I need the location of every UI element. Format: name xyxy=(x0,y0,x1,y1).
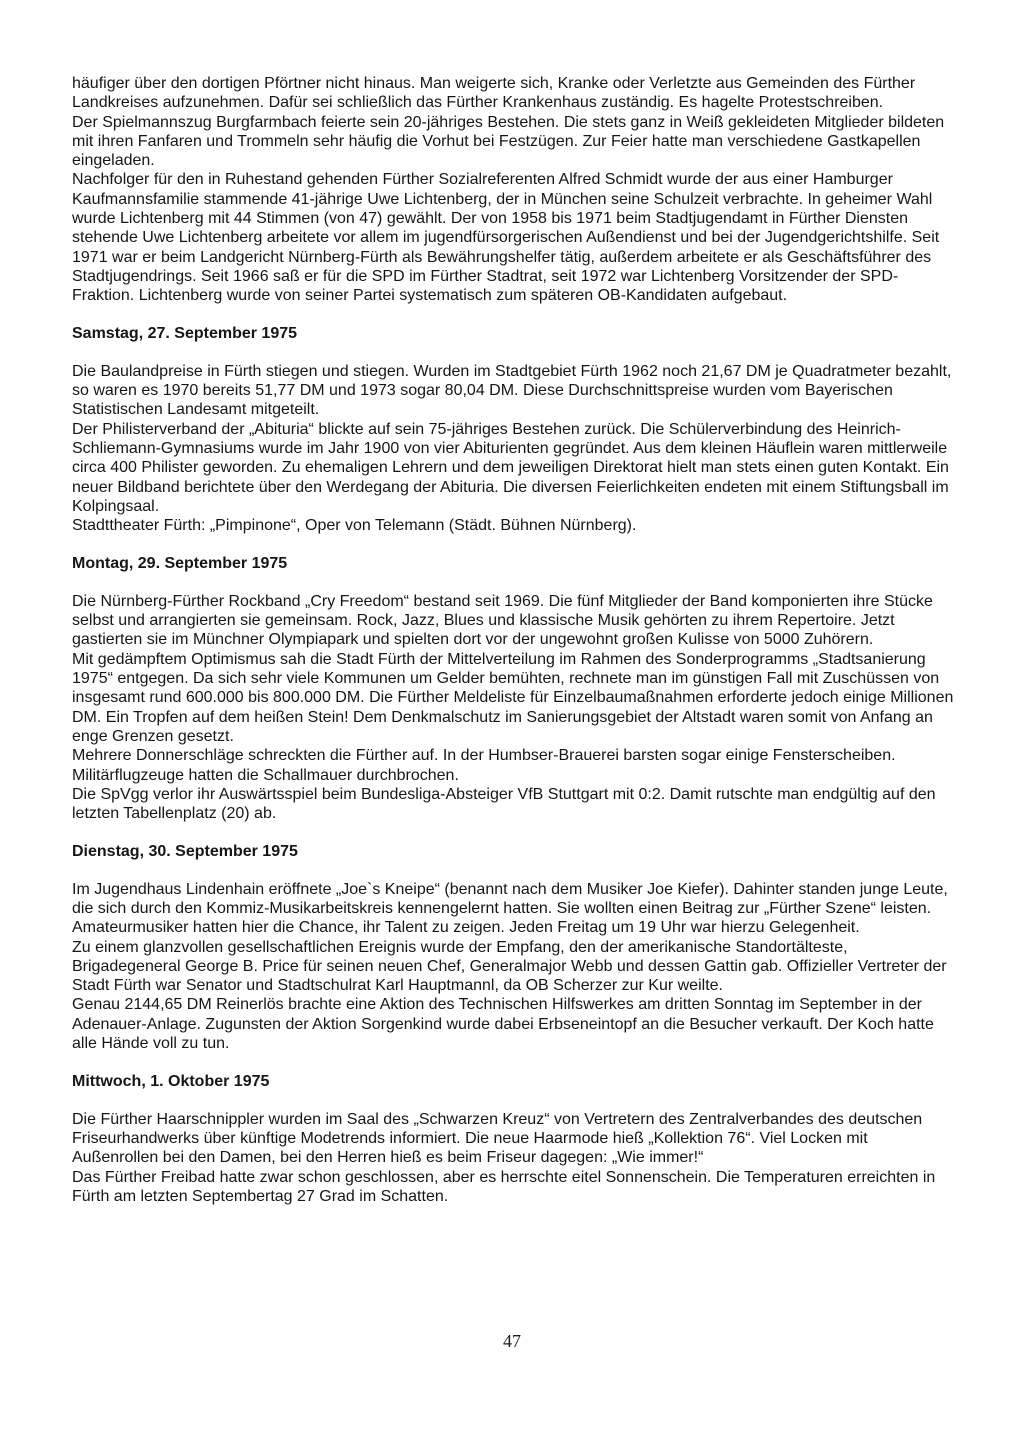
paragraph: Stadttheater Fürth: „Pimpinone“, Oper von Telemann (Städt. Bühnen Nürnberg). xyxy=(72,517,637,535)
paragraph: Der Philisterverband der „Abituria“ blickte auf sein 75-jähriges Bestehen zurück. Die Schülerverbindung des Heinrich-Schliemann-Gymnasiums wurde im Jahr 1900 von vier Abiturienten gegründet. Aus dem kleinen Häuflein waren mittlerweile circa 400 Philister geworden. Zu ehemaligen Lehrern und dem jeweiligen Direktorat hielt man stets einen guten Kontakt. Ein neuer Bildband berichtete über den Werdegang der Abituria. Die diversen Feierlichkeiten endeten mit einem Stiftungsball im Kolpingsaal. xyxy=(72,420,949,515)
page-content xyxy=(72,74,956,1206)
paragraph: Das Fürther Freibad hatte zwar schon geschlossen, aber es herrschte eitel Sonnenschein. Die Temperaturen erreichten in Fürth am letzten Septembertag 27 Grad im Schatten. xyxy=(72,1168,936,1205)
paragraph: häufiger über den dortigen Pförtner nicht hinaus. Man weigerte sich, Kranke oder Verletzte aus Gemeinden des Fürther Landkreises aufzunehmen. Dafür sei schließlich das Fürther Krankenhaus zuständig. Es hagelte Protestschreiben. xyxy=(72,75,916,112)
paragraph: Genau 2144,65 DM Reinerlös brachte eine Aktion des Technischen Hilfswerkes am dritten Sonntag im September in der Adenauer-Anlage. Zugunsten der Aktion Sorgenkind wurde dabei Erbseneintopf an die Besucher verkauft. Der Koch hatte alle Hände voll zu tun. xyxy=(72,996,934,1053)
section-heading: Dienstag, 30. September 1975 xyxy=(72,842,298,860)
paragraph: Die SpVgg verlor ihr Auswärtsspiel beim Bundesliga-Absteiger VfB Stuttgart mit 0:2. Damit rutschte man endgültig auf den letzten Tabellenplatz (20) ab. xyxy=(72,785,936,823)
paragraph: Der Spielmannszug Burgfarmbach feierte sein 20-jähriges Bestehen. Die stets ganz in Weiß gekleideten Mitglieder bildeten mit ihren Fanfaren und Trommeln sehr häufig die Vorhut bei Festzügen. Zur Feier hatte man verschiedene Gastkapellen eingeladen. xyxy=(72,113,945,170)
paragraph: Die Nürnberg-Fürther Rockband „Cry Freedom“ bestand seit 1969. Die fünf Mitglieder der Band komponierten ihre Stücke selbst und arrangierten sie gemeinsam. Rock, Jazz, Blues und klassische Musik gehörten zu ihrem Repertoire. Jetzt gastierten sie im Münchner Olympiapark und spielten dort vor der ungewohnt großen Kulisse von 5000 Zuhörern. xyxy=(72,592,933,649)
page-number: 47 xyxy=(503,1331,521,1351)
section-heading: Samstag, 27. September 1975 xyxy=(72,325,298,343)
section-mittwoch-1-oktober xyxy=(72,1072,956,1206)
paragraph: Zu einem glanzvollen gesellschaftlichen Ereignis wurde der Empfang, den der amerikanische Standortälteste, Brigadegeneral George B. Price für seinen neuen Chef, Generalmajor Webb und dessen Gattin gab. Offizieller Vertreter der Stadt Fürth war Senator und Stadtschulrat Karl Hauptmannl, da OB Scherzer zur Kur weilte. xyxy=(72,938,947,995)
paragraph: Mit gedämpftem Optimismus sah die Stadt Fürth der Mittelverteilung im Rahmen des Sonderprogramms „Stadtsanierung 1975“ entgegen. Da sich sehr viele Kommunen um Gelder bemühten, rechnete man im günstigen Fall mit Zuschüssen von insgesamt rund 600.000 bis 800.000 DM. Die Fürther Meldeliste für Einzelbaumaßnahmen erforderte jedoch einige Millionen DM. Ein Tropfen auf dem heißen Stein! Dem Denkmalschutz im Sanierungsgebiet der Altstadt waren somit von Anfang an enge Grenzen gesetzt. xyxy=(72,650,954,745)
paragraph: Die Baulandpreise in Fürth stiegen und stiegen. Wurden im Stadtgebiet Fürth 1962 noch 21,67 DM je Quadratmeter bezahlt, so waren es 1970 bereits 51,77 DM und 1973 sogar 80,04 DM. Diese Durchschnittspreise wurden vom Bayerischen Statistischen Landesamt mitgeteilt. xyxy=(72,362,952,419)
section-montag-29-september xyxy=(72,554,956,823)
paragraph: Im Jugendhaus Lindenhain eröffnete „Joe`s Kneipe“ (benannt nach dem Musiker Joe Kiefer). Dahinter standen junge Leute, die sich durch den Kommiz-Musikarbeitskreis kennengelernt hatten. Sie wollten einen Beitrag zur „Fürther Szene“ leisten. Amateurmusiker hatten hier die Chance, ihr Talent zu zeigen. Jeden Freitag um 19 Uhr war hierzu Gelegenheit. xyxy=(72,880,948,937)
paragraph: Nachfolger für den in Ruhestand gehenden Fürther Sozialreferenten Alfred Schmidt wurde der aus einer Hamburger Kaufmannsfamilie stammende 41-jährige Uwe Lichtenberg, der in München seine Schulzeit verbrachte. In geheimer Wahl wurde Lichtenberg mit 44 Stimmen (von 47) gewählt. Der von 1958 bis 1971 beim Stadtjugendamt in Fürther Diensten stehende Uwe Lichtenberg arbeitete vor allem im jugendfürsorgerischen Außendienst und bei der Jugendgerichtshilfe. Seit 1971 war er beim Landgericht Nürnberg-Fürth als Bewährungshelfer tätig, außerdem arbeitete er als Geschäftsführer des Stadtjugendrings. Seit 1966 saß er für die SPD im Fürther Stadtrat, seit 1972 war Lichtenberg Vorsitzender der SPD-Fraktion. Lichtenberg wurde von seiner Partei systematisch zum späteren OB-Kandidaten aufgebaut. xyxy=(72,171,940,305)
paragraph: Mehrere Donnerschläge schreckten die Fürther auf. In der Humbser-Brauerei barsten sogar einige Fensterscheiben. Militärflugzeuge hatten die Schallmauer durchbrochen. xyxy=(72,747,896,784)
paragraph: Die Fürther Haarschnippler wurden im Saal des „Schwarzen Kreuz“ von Vertretern des Zentralverbandes des deutschen Friseurhandwerks über künftige Modetrends informiert. Die neue Haarmode hieß „Kollektion 76“. Viel Locken mit Außenrollen bei den Damen, bei den Herren hieß es beim Friseur dagegen: „Wie immer!“ xyxy=(72,1110,923,1167)
section-continuation xyxy=(72,74,956,306)
section-samstag-27-september xyxy=(72,324,956,535)
section-dienstag-30-september xyxy=(72,842,956,1053)
section-heading: Montag, 29. September 1975 xyxy=(72,555,288,573)
section-heading: Mittwoch, 1. Oktober 1975 xyxy=(72,1072,270,1090)
